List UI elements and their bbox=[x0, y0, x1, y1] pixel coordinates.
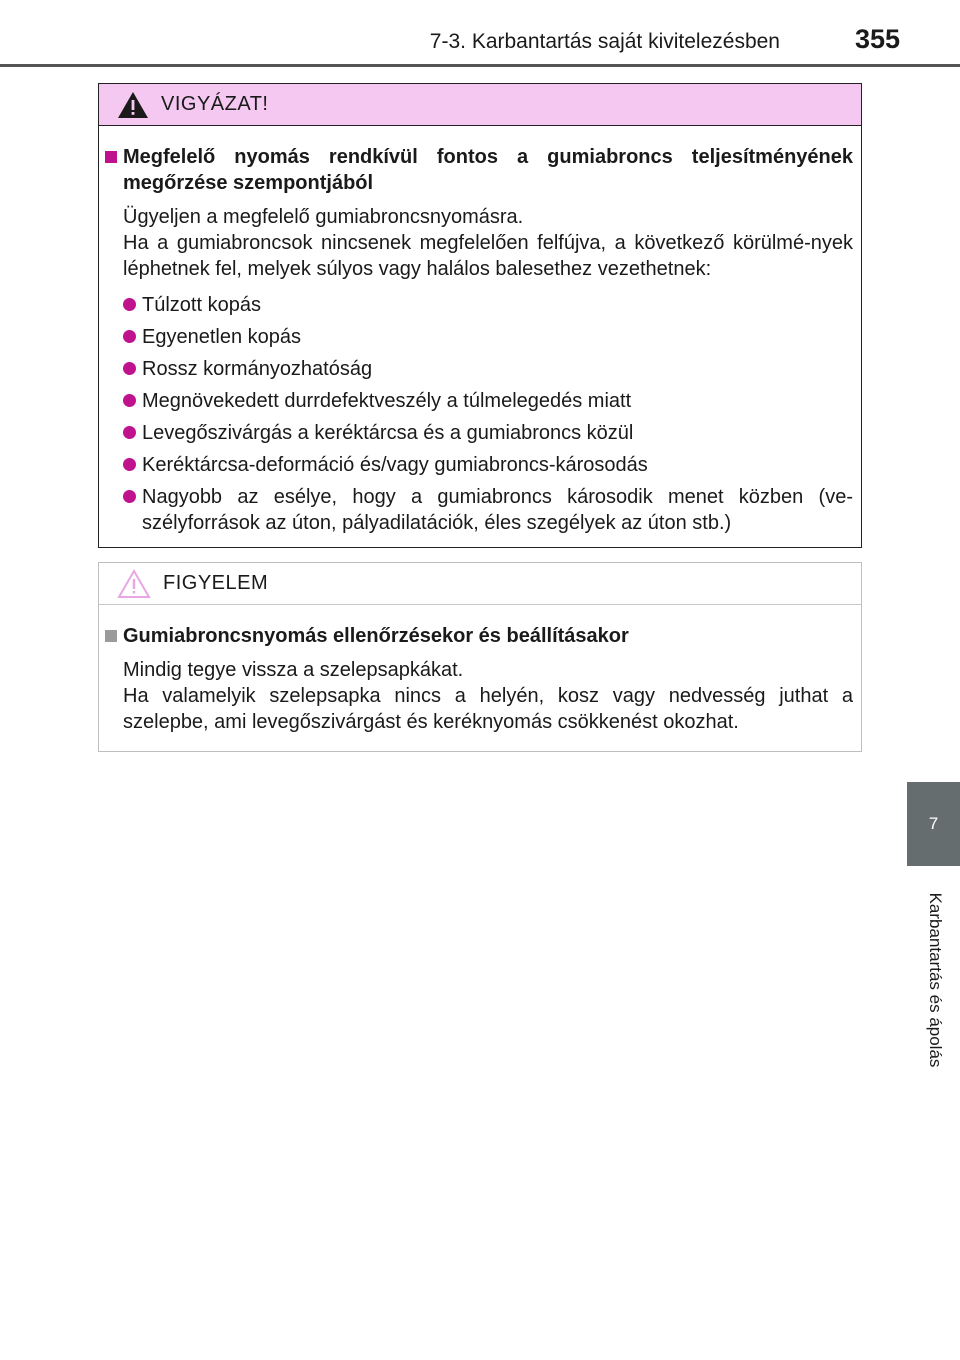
chapter-tab-number: 7 bbox=[928, 814, 939, 833]
round-bullet-icon bbox=[123, 490, 136, 503]
round-bullet-icon bbox=[123, 298, 136, 311]
notice-paragraph-1: Mindig tegye vissza a szelepsapkákat. bbox=[123, 659, 464, 681]
caution-body bbox=[99, 126, 861, 536]
square-bullet-icon bbox=[105, 630, 117, 642]
list-item: Levegőszivárgás a keréktárcsa és a gumiabroncs közül bbox=[123, 420, 853, 446]
round-bullet-icon bbox=[123, 426, 136, 439]
caution-heading-text: Megfelelő nyomás rendkívül fontos a gumiabroncs teljesítményének megőrzése szempontjából bbox=[123, 146, 853, 194]
chapter-label: Karbantartás és ápolás bbox=[926, 892, 945, 1068]
list-item: Túlzott kopás bbox=[123, 292, 853, 318]
round-bullet-icon bbox=[123, 330, 136, 343]
caution-paragraph-2: Ha a gumiabroncsok nincsenek megfelelően felfújva, a következő körülmé-nyek léphetnek fel, melyek súlyos vagy halálos balesethez vezethetnek: bbox=[123, 232, 853, 280]
page-number: 355 bbox=[854, 24, 900, 54]
notice-paragraph-2: Ha valamelyik szelepsapka nincs a helyén, kosz vagy nedvesség juthat a szelepbe, ami levegőszivárgást és keréknyomás csökkenést okozhat. bbox=[123, 685, 853, 733]
list-item: Rossz kormányozhatóság bbox=[123, 356, 853, 382]
round-bullet-icon bbox=[123, 458, 136, 471]
notice-heading-text: Gumiabroncsnyomás ellenőrzésekor és beállításakor bbox=[123, 625, 629, 647]
list-item: Megnövekedett durrdefektveszély a túlmelegedés miatt bbox=[123, 388, 853, 414]
caution-heading bbox=[105, 144, 853, 196]
caution-header bbox=[99, 84, 861, 126]
caution-outline-triangle-icon bbox=[117, 569, 151, 599]
notice-body bbox=[99, 605, 861, 735]
caution-box bbox=[98, 83, 862, 548]
caution-label: VIGYÁZAT! bbox=[161, 93, 269, 115]
list-item: Keréktárcsa-deformáció és/vagy gumiabroncs-károsodás bbox=[123, 452, 853, 478]
section-title: 7-3. Karbantartás saját kivitelezésben bbox=[429, 30, 780, 53]
list-item: Egyenetlen kopás bbox=[123, 324, 853, 350]
notice-header bbox=[99, 563, 861, 605]
caution-bullet-list bbox=[123, 292, 853, 536]
header-divider bbox=[0, 64, 960, 67]
round-bullet-icon bbox=[123, 362, 136, 375]
chapter-tab[interactable] bbox=[907, 782, 960, 866]
notice-label: FIGYELEM bbox=[163, 572, 269, 594]
square-bullet-icon bbox=[105, 151, 117, 163]
notice-heading bbox=[105, 623, 853, 649]
list-item: Nagyobb az esélye, hogy a gumiabroncs károsodik menet közben (ve-szélyforrások az úton, pályadilatációk, éles szegélyek az úton stb.) bbox=[123, 484, 853, 536]
warning-triangle-icon bbox=[117, 91, 149, 119]
caution-paragraph-1: Ügyeljen a megfelelő gumiabroncsnyomásra. bbox=[123, 206, 524, 228]
notice-box bbox=[98, 562, 862, 752]
round-bullet-icon bbox=[123, 394, 136, 407]
